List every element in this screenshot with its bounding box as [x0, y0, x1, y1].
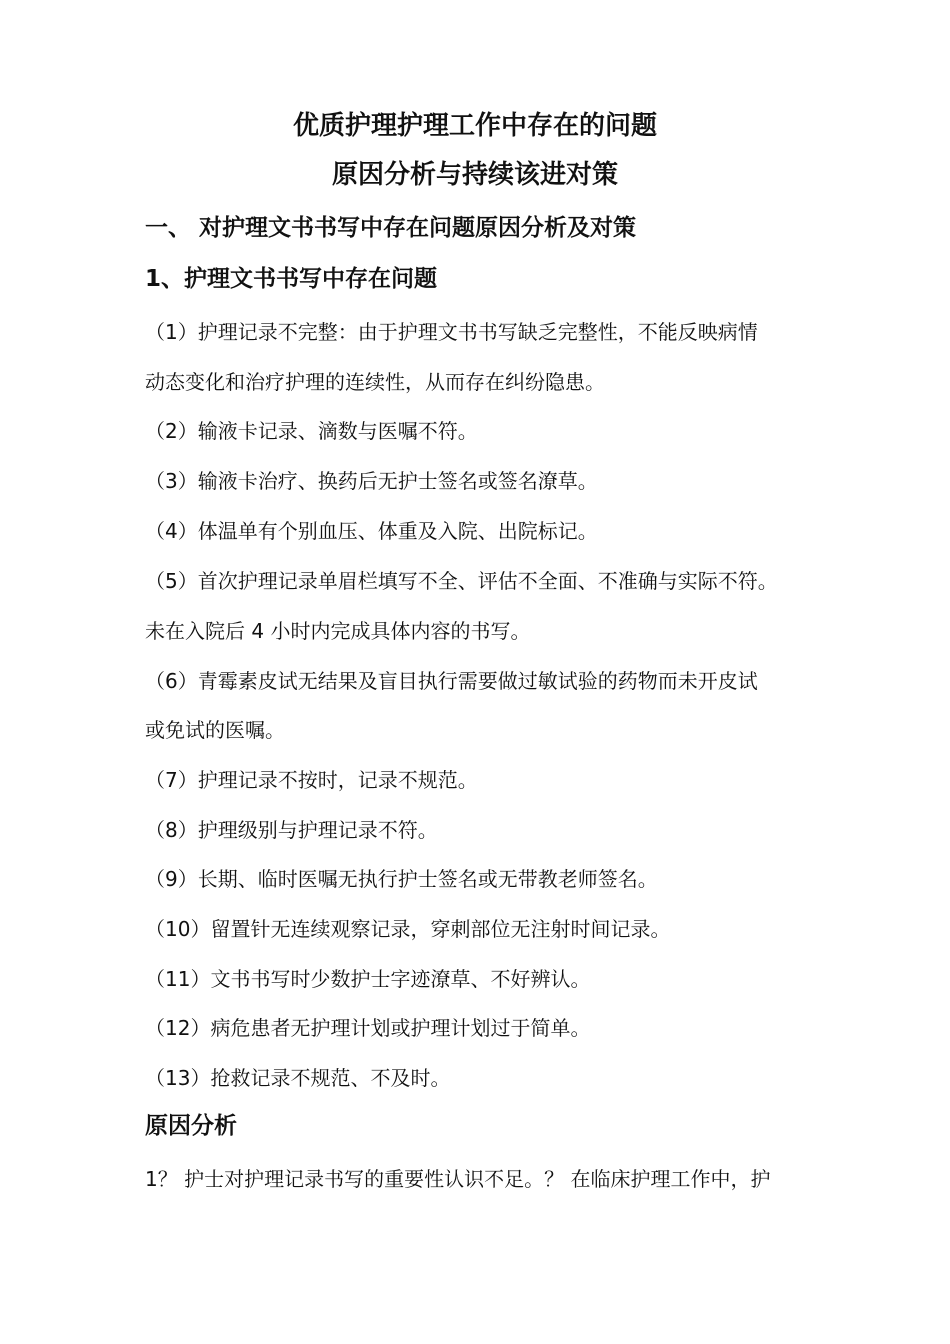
paragraph-line: （1）护理记录不完整：由于护理文书书写缺乏完整性，不能反映病情 — [145, 320, 758, 344]
cause-analysis-heading: 原因分析 — [145, 1113, 237, 1139]
paragraph-line: （12）病危患者无护理计划或护理计划过于简单。 — [145, 1016, 591, 1040]
paragraph-line: 动态变化和治疗护理的连续性，从而存在纠纷隐患。 — [145, 370, 605, 394]
section-heading-1: 一、 对护理文书书写中存在问题原因分析及对策 — [145, 215, 637, 241]
paragraph-line: （13）抢救记录不规范、不及时。 — [145, 1066, 451, 1090]
paragraph-line: 未在入院后 4 小时内完成具体内容的书写。 — [145, 619, 531, 643]
paragraph-line: 或免试的医嘱。 — [145, 718, 285, 742]
paragraph-line: （5）首次护理记录单眉栏填写不全、评估不全面、不准确与实际不符。 — [145, 569, 778, 593]
paragraph-line: （8）护理级别与护理记录不符。 — [145, 818, 438, 842]
document-title-line-2: 原因分析与持续该进对策 — [331, 160, 618, 190]
paragraph-line: （2）输液卡记录、滴数与医嘱不符。 — [145, 419, 478, 443]
paragraph-line: （9）长期、临时医嘱无执行护士签名或无带教老师签名。 — [145, 867, 658, 891]
paragraph-line: （3）输液卡治疗、换药后无护士签名或签名潦草。 — [145, 469, 598, 493]
cause-paragraph-line: 1？ 护士对护理记录书写的重要性认识不足。？ 在临床护理工作中，护 — [145, 1167, 771, 1191]
paragraph-line: （7）护理记录不按时，记录不规范。 — [145, 768, 478, 792]
paragraph-line: （10）留置针无连续观察记录，穿刺部位无注射时间记录。 — [145, 917, 671, 941]
paragraph-line: （11）文书书写时少数护士字迹潦草、不好辨认。 — [145, 967, 591, 991]
subsection-heading-1: 1、护理文书书写中存在问题 — [145, 266, 438, 292]
paragraph-line: （4）体温单有个别血压、体重及入院、出院标记。 — [145, 519, 598, 543]
document-title-line-1: 优质护理护理工作中存在的问题 — [292, 111, 657, 141]
paragraph-line: （6）青霉素皮试无结果及盲目执行需要做过敏试验的药物而未开皮试 — [145, 669, 758, 693]
